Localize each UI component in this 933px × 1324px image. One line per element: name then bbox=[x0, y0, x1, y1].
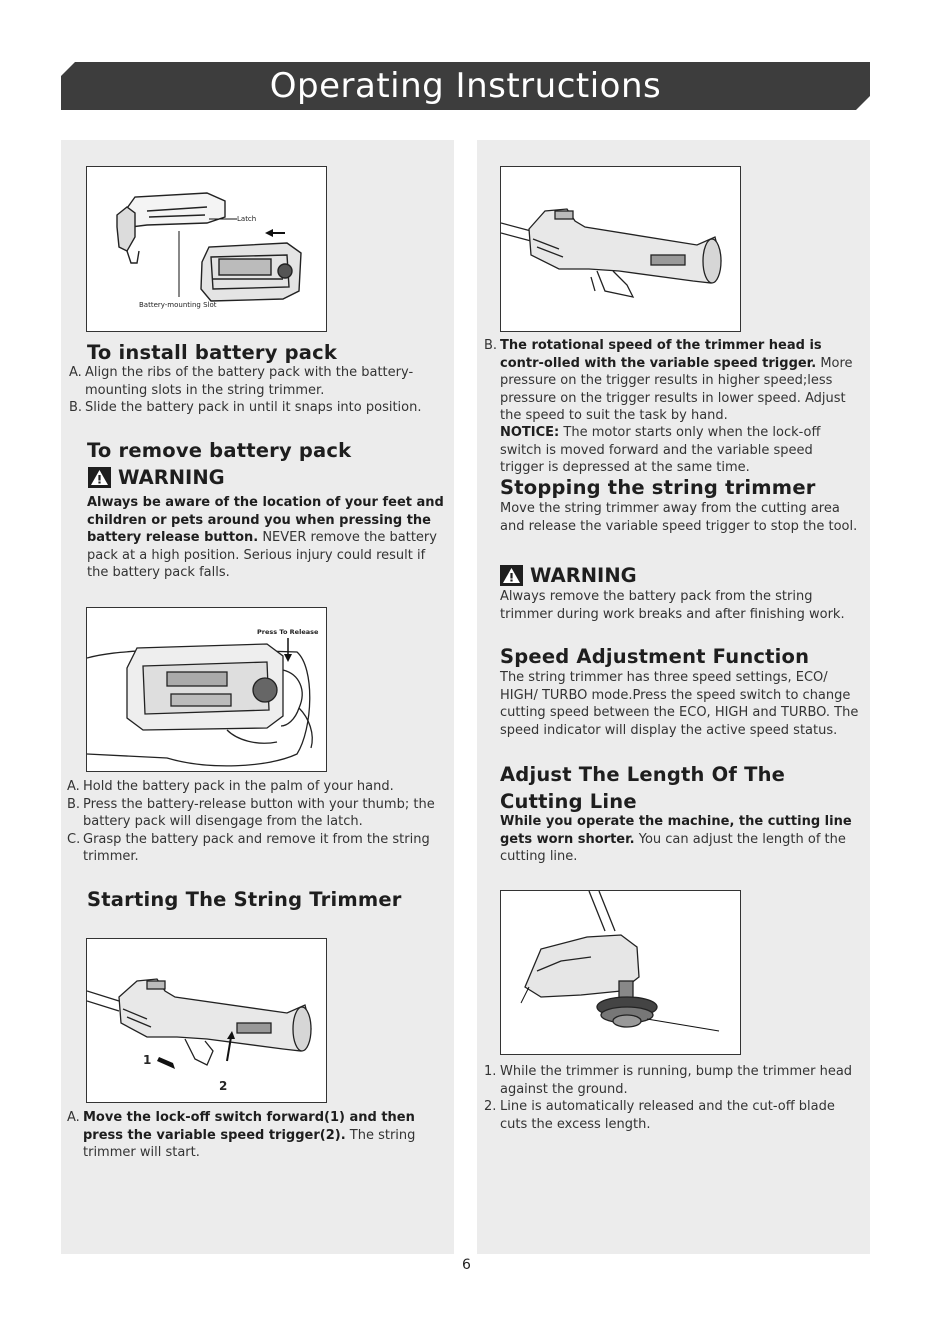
install-step-a: A. Align the ribs of the battery pack with the battery-mounting slots in the string trimmer. bbox=[69, 365, 414, 398]
latch-label: Latch bbox=[237, 215, 257, 223]
line-steps bbox=[484, 1063, 856, 1133]
warning-header-2: WARNING bbox=[500, 564, 637, 587]
remove-steps bbox=[67, 778, 437, 866]
speed-adjust-heading: Speed Adjustment Function bbox=[500, 645, 810, 668]
press-to-release-label: Press To Release bbox=[257, 628, 319, 636]
speed-adjust-text: The string trimmer has three speed settings, ECO/ HIGH/ TURBO mode.Press the speed switch to change cutting speed between the ECO, HIGH and TURBO. The speed indicator will display the active speed status. bbox=[500, 670, 859, 738]
speed-trigger-step: B. The rotational speed of the trimmer head is contr-olled with the variable speed trigger. More pressure on the trigger results in higher speed;less pressure on the trigger results in lower speed. Adjust the speed to suit the task by hand. bbox=[484, 338, 853, 424]
adjust-line-text: While you operate the machine, the cutting line gets worn shorter. You can adjust the length of the cutting line. bbox=[500, 814, 852, 865]
warning-icon bbox=[500, 565, 523, 586]
trigger-handle-drawing bbox=[501, 167, 740, 331]
install-step-b: B. Slide the battery pack in until it snaps into position. bbox=[69, 400, 422, 416]
trimmer-head-drawing bbox=[501, 891, 740, 1054]
trigger-illustration bbox=[500, 166, 741, 332]
starting-step: A. Move the lock-off switch forward(1) and then press the variable speed trigger(2). The string trimmer will start. bbox=[67, 1110, 416, 1161]
starting-illustration bbox=[86, 938, 327, 1103]
callout-lock-off-1: 1 bbox=[143, 1053, 152, 1067]
battery-install-illustration bbox=[86, 166, 327, 332]
warning-2-text: Always remove the battery pack from the string trimmer during work breaks and after finishing work. bbox=[500, 589, 845, 622]
warning-header: WARNING bbox=[88, 466, 225, 489]
warning-icon bbox=[88, 467, 111, 488]
remove-warning-text: Always be aware of the location of your feet and children or pets around you when pressing the battery release button. NEVER remove the battery pack at a high position. Serious injury could result if the battery pack falls. bbox=[87, 495, 444, 581]
remove-step-a: A. Hold the battery pack in the palm of your hand. bbox=[67, 779, 394, 794]
remove-heading: To remove battery pack bbox=[87, 439, 352, 462]
battery-slot-label: Battery-mounting Slot bbox=[139, 301, 217, 309]
install-heading: To install battery pack bbox=[87, 341, 338, 364]
line-step-2: 2. Line is automatically released and the cut-off blade cuts the excess length. bbox=[484, 1099, 835, 1132]
stopping-heading: Stopping the string trimmer bbox=[500, 476, 816, 499]
adjust-line-heading-1: Adjust The Length Of The bbox=[500, 763, 786, 786]
header-banner bbox=[61, 62, 870, 110]
adjust-line-heading-2: Cutting Line bbox=[500, 790, 637, 813]
remove-step-b: B. Press the battery-release button with your thumb; the battery pack will disengage from the latch. bbox=[67, 796, 435, 830]
battery-release-illustration bbox=[86, 607, 327, 772]
line-step-1: 1. While the trimmer is running, bump the trimmer head against the ground. bbox=[484, 1064, 853, 1097]
install-steps bbox=[69, 364, 439, 417]
remove-step-c: C. Grasp the battery pack and remove it from the string trimmer. bbox=[67, 831, 430, 865]
trimmer-handle-drawing bbox=[87, 939, 326, 1102]
notice-text: NOTICE: The motor starts only when the lock-off switch is moved forward and the variable speed trigger is depressed at the same time. bbox=[500, 425, 821, 476]
page-number: 6 bbox=[462, 1257, 471, 1273]
stopping-text: Move the string trimmer away from the cutting area and release the variable speed trigger to stop the tool. bbox=[500, 501, 858, 534]
starting-heading: Starting The String Trimmer bbox=[87, 888, 402, 911]
page-title: Operating Instructions bbox=[269, 66, 662, 106]
trimmer-head-illustration bbox=[500, 890, 741, 1055]
callout-trigger-2: 2 bbox=[219, 1079, 228, 1093]
